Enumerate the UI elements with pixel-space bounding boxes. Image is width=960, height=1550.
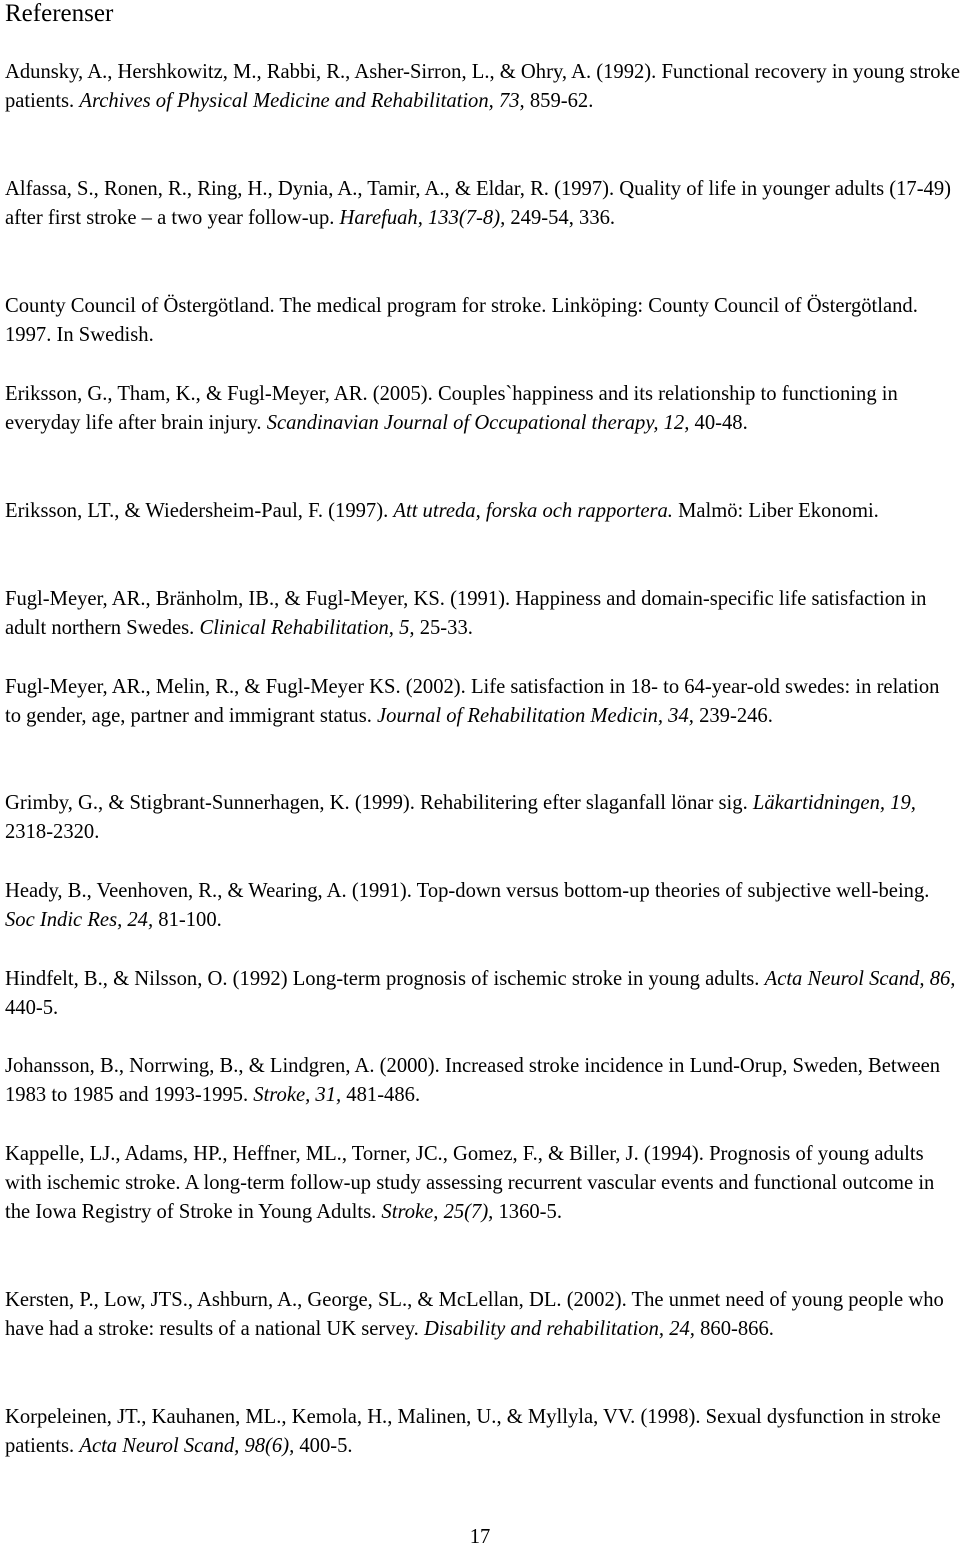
reference-pages: 859-62. [524, 90, 594, 113]
reference-entry [5, 789, 960, 847]
reference-text: Fugl-Meyer, AR., Melin, R., & Fugl-Meyer KS. (2002). Life satisfaction in 18- to 64-year-old swedes: in relation to gender, age, partner and immigrant status. [5, 676, 940, 728]
reference-text: Adunsky, A., Hershkowitz, M., Rabbi, R., Asher-Sirron, L., & Ohry, A. (1992). Functional recovery in young stroke patients. [5, 61, 960, 113]
reference-entry [5, 58, 960, 116]
page-number: 17 [469, 1526, 491, 1548]
reference-pages: 481-486. [341, 1084, 421, 1107]
reference-entry [5, 1403, 960, 1461]
reference-source: Stroke, 31, [253, 1084, 342, 1107]
reference-source: Läkartidningen, 19, [752, 792, 916, 814]
reference-source: Harefuah, 133(7-8), [339, 207, 506, 230]
reference-source: Acta Neurol Scand, 98(6), [79, 1435, 295, 1458]
reference-text: Kersten, P., Low, JTS., Ashburn, A., George, SL., & McLellan, DL. (2002). The unmet need of young people who have had a stroke: results of a national UK servey. [5, 1289, 944, 1341]
reference-text: Hindfelt, B., & Nilsson, O. (1992) Long-term prognosis of ischemic stroke in young adults. [5, 968, 765, 990]
reference-text: Kappelle, LJ., Adams, HP., Heffner, ML., Torner, JC., Gomez, F., & Biller, J. (1994). Prognosis of young adults with ischemic stroke. A long-term follow-up study assessing recurrent vascular events and functional outcome in the Iowa Registry of Stroke in Young Adults. [5, 1143, 935, 1224]
reference-entry [5, 965, 960, 1023]
reference-source: Clinical Rehabilitation, 5, [199, 617, 415, 640]
reference-pages: 440-5. [5, 997, 59, 1020]
reference-pages: Malmö: Liber Ekonomi. [672, 500, 879, 522]
reference-pages: 40-48. [689, 412, 748, 435]
reference-pages: 860-866. [694, 1318, 774, 1341]
reference-text: Alfassa, S., Ronen, R., Ring, H., Dynia, A., Tamir, A., & Eldar, R. (1997). Quality of life in younger adults (17-49) after first stroke – a two year follow-up. [5, 178, 952, 230]
reference-pages: 25-33. [414, 617, 473, 640]
reference-text: Heady, B., Veenhoven, R., & Wearing, A. (1991). Top-down versus bottom-up theories of subjective well-being. [5, 880, 930, 902]
reference-pages: 239-246. [693, 705, 773, 728]
reference-pages: 2318-2320. [5, 821, 100, 844]
reference-entry [5, 1140, 960, 1228]
reference-pages: 1360-5. [493, 1201, 562, 1224]
reference-source: Archives of Physical Medicine and Rehabilitation, 73, [79, 90, 525, 113]
reference-entry [5, 877, 960, 935]
page-heading: Referenser [5, 0, 114, 27]
reference-text: Fugl-Meyer, AR., Bränholm, IB., & Fugl-Meyer, KS. (1991). Happiness and domain-specific life satisfaction in adult northern Swedes. [5, 588, 927, 640]
reference-text: Johansson, B., Norrwing, B., & Lindgren, A. (2000). Increased stroke incidence in Lund-Orup, Sweden, Between 1983 to 1985 and 1993-1995. [5, 1055, 941, 1107]
reference-source: Soc Indic Res, 24, [5, 909, 154, 932]
reference-text: Eriksson, G., Tham, K., & Fugl-Meyer, AR. (2005). Couples`happiness and its relationship to functioning in everyday life after brain injury. [5, 383, 898, 435]
reference-entry [5, 585, 960, 643]
reference-source: Journal of Rehabilitation Medicin, 34, [377, 705, 694, 728]
reference-text: County Council of Östergötland. The medical program for stroke. Linköping: County Council of Östergötland. 1997. In Swedish. [5, 295, 918, 347]
reference-source: Acta Neurol Scand, 86, [764, 968, 956, 990]
reference-source: Disability and rehabilitation, 24, [423, 1318, 695, 1341]
reference-source: Scandinavian Journal of Occupational therapy, 12, [266, 412, 690, 435]
reference-entry [5, 497, 960, 526]
reference-entry [5, 673, 960, 731]
reference-text: Korpeleinen, JT., Kauhanen, ML., Kemola, H., Malinen, U., & Myllyla, VV. (1998). Sexual dysfunction in stroke patients. [5, 1406, 941, 1458]
reference-source: Att utreda, forska och rapportera. [393, 500, 673, 522]
reference-entry [5, 380, 960, 438]
reference-text: Grimby, G., & Stigbrant-Sunnerhagen, K. (1999). Rehabilitering efter slaganfall lönar sig. [5, 792, 753, 814]
reference-text: Eriksson, LT., & Wiedersheim-Paul, F. (1997). [5, 500, 394, 522]
reference-entry [5, 292, 960, 350]
reference-source: Stroke, 25(7), [381, 1201, 494, 1224]
reference-entry [5, 1286, 960, 1344]
reference-pages: 81-100. [153, 909, 222, 932]
reference-entry [5, 175, 960, 233]
reference-pages: 249-54, 336. [505, 207, 616, 230]
reference-entry [5, 1052, 960, 1110]
reference-pages: 400-5. [294, 1435, 353, 1458]
